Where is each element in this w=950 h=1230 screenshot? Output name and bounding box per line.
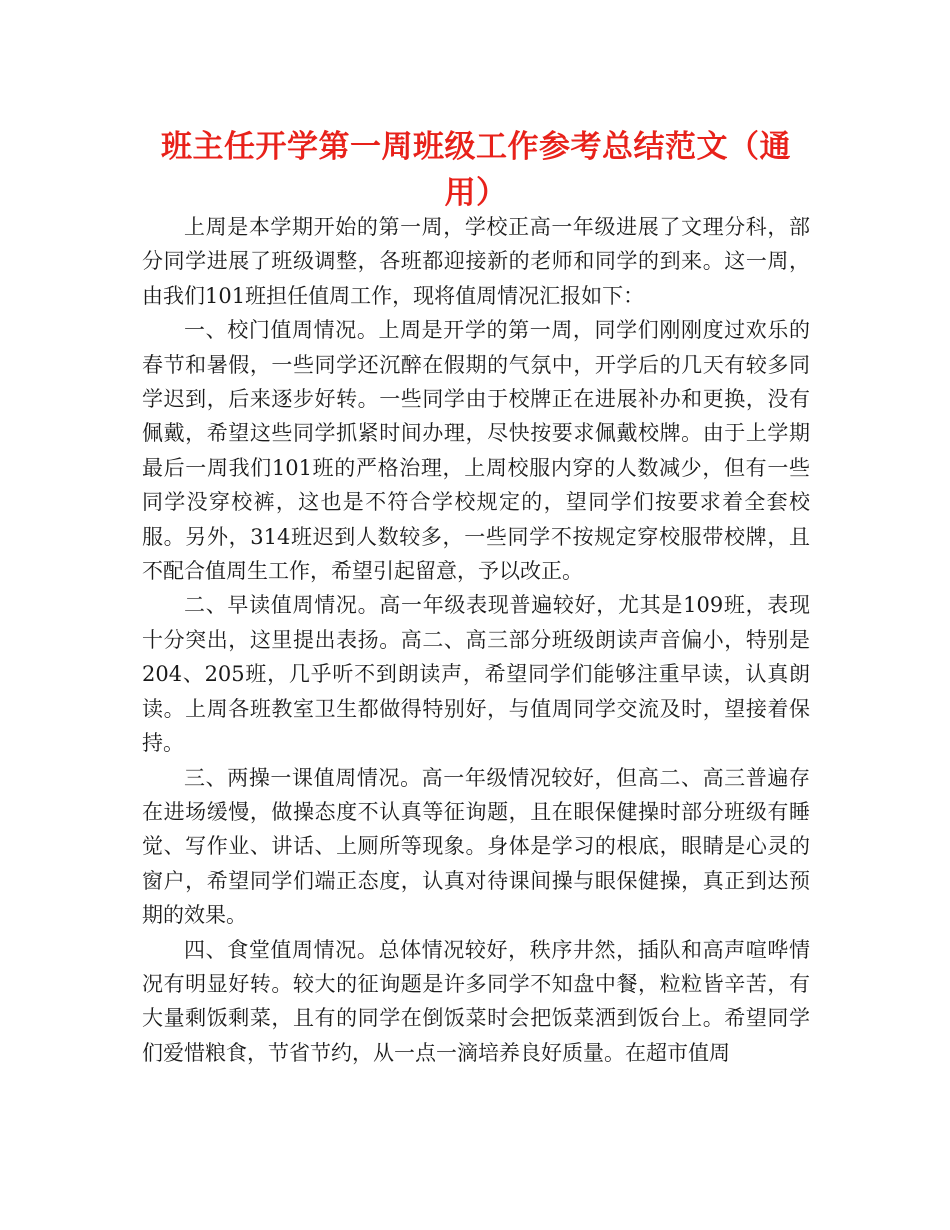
paragraph-canteen: 四、食堂值周情况。总体情况较好，秩序井然，插队和高声喧哗情况有明显好转。较大的征询题是许多同学不知盘中餐，粒粒皆辛苦，有大量剩饭剩菜，且有的同学在倒饭菜时会把饭菜洒到饭台上。希望同学们爱惜粮食，节省节约，从一点一滴培养良好质量。在超市值周 xyxy=(142,937,810,1065)
paragraph-exercises: 三、两操一课值周情况。高一年级情况较好，但高二、高三普遍存在进场缓慢，做操态度不认真等征询题，且在眼保健操时部分班级有睡觉、写作业、讲话、上厕所等现象。身体是学习的根底，眼睛是心灵的窗户，希望同学们端正态度，认真对待课间操与眼保健操，真正到达预期的效果。 xyxy=(142,765,810,928)
paragraph-intro: 上周是本学期开始的第一周，学校正高一年级进展了文理分科，部分同学进展了班级调整，各班都迎接新的老师和同学的到来。这一周，由我们101班担任值周工作，现将值周情况汇报如下： xyxy=(142,215,810,308)
document-body xyxy=(142,210,810,1070)
paragraph-morning-reading: 二、早读值周情况。高一年级表现普遍较好，尤其是109班，表现十分突出，这里提出表扬。高二、高三部分班级朗读声音偏小，特别是204、205班，几乎听不到朗读声，希望同学们能够注重早读，认真朗读。上周各班教室卫生都做得特别好，与值周同学交流及时，望接着保持。 xyxy=(142,593,810,756)
document-title: 班主任开学第一周班级工作参考总结范文（通用） xyxy=(161,129,791,211)
paragraph-gate-duty: 一、校门值周情况。上周是开学的第一周，同学们刚刚度过欢乐的春节和暑假，一些同学还沉醉在假期的气氛中，开学后的几天有较多同学迟到，后来逐步好转。一些同学由于校牌正在进展补办和更换，没有佩戴，希望这些同学抓紧时间办理，尽快按要求佩戴校牌。由于上学期最后一周我们101班的严格治理，上周校服内穿的人数减少，但有一些同学没穿校裤，这也是不符合学校规定的，望同学们按要求着全套校服。另外，314班迟到人数较多，一些同学不按规定穿校服带校牌，且不配合值周生工作，希望引起留意，予以改正。 xyxy=(142,318,810,584)
